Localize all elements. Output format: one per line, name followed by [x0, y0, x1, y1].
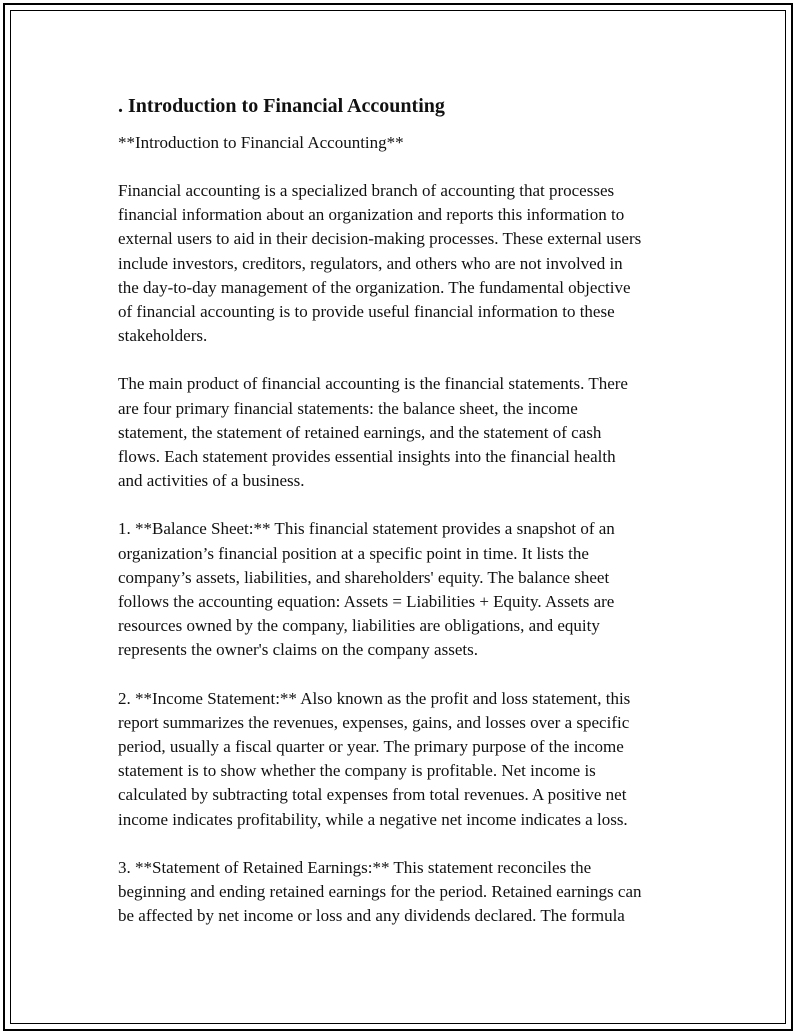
paragraph-line: external users to aid in their decision-making processes. These external users — [118, 229, 642, 249]
paragraph-line: financial information about an organization and reports this information to — [118, 205, 625, 225]
paragraph — [118, 687, 688, 832]
document-subtitle: **Introduction to Financial Accounting** — [118, 133, 404, 152]
paragraph-list — [118, 179, 688, 928]
paragraph — [118, 179, 688, 348]
paragraph-line: organization’s financial position at a specific point in time. It lists the — [118, 543, 589, 563]
document-title: . Introduction to Financial Accounting — [118, 95, 445, 117]
paragraph-line: 2. **Income Statement:** Also known as the profit and loss statement, this — [118, 688, 631, 708]
paragraph-line: 3. **Statement of Retained Earnings:** This statement reconciles the — [118, 857, 592, 877]
paragraph-line: be affected by net income or loss and any dividends declared. The formula — [118, 906, 625, 926]
paragraph-line: period, usually a fiscal quarter or year. The primary purpose of the income — [118, 737, 624, 757]
paragraph-line: The main product of financial accounting is the financial statements. There — [118, 374, 628, 394]
paragraph-line: income indicates profitability, while a negative net income indicates a loss. — [118, 809, 628, 829]
paragraph-line: calculated by subtracting total expenses from total revenues. A positive net — [118, 785, 627, 805]
paragraph-line: resources owned by the company, liabilities are obligations, and equity — [118, 616, 600, 636]
paragraph-line: represents the owner's claims on the company assets. — [118, 640, 478, 660]
paragraph-line: statement is to show whether the company is profitable. Net income is — [118, 761, 596, 781]
paragraph-line: flows. Each statement provides essential insights into the financial health — [118, 447, 616, 467]
paragraph-line: are four primary financial statements: the balance sheet, the income — [118, 398, 578, 418]
paragraph — [118, 856, 688, 929]
paragraph — [118, 517, 688, 662]
paragraph-line: 1. **Balance Sheet:** This financial statement provides a snapshot of an — [118, 519, 615, 539]
paragraph-line: statement, the statement of retained earnings, and the statement of cash — [118, 422, 602, 442]
paragraph-line: report summarizes the revenues, expenses, gains, and losses over a specific — [118, 712, 630, 732]
paragraph — [118, 372, 688, 493]
paragraph-line: follows the accounting equation: Assets = Liabilities + Equity. Assets are — [118, 592, 615, 612]
paragraph-line: include investors, creditors, regulators, and others who are not involved in — [118, 253, 623, 273]
paragraph-line: company’s assets, liabilities, and shareholders' equity. The balance sheet — [118, 567, 610, 587]
paragraph-line: beginning and ending retained earnings for the period. Retained earnings can — [118, 882, 642, 902]
paragraph-line: stakeholders. — [118, 326, 208, 346]
paragraph-line: the day-to-day management of the organization. The fundamental objective — [118, 277, 631, 297]
paragraph-line: of financial accounting is to provide useful financial information to these — [118, 302, 615, 322]
paragraph-line: and activities of a business. — [118, 471, 305, 491]
paragraph-line: Financial accounting is a specialized branch of accounting that processes — [118, 181, 615, 200]
document-body — [118, 93, 688, 952]
